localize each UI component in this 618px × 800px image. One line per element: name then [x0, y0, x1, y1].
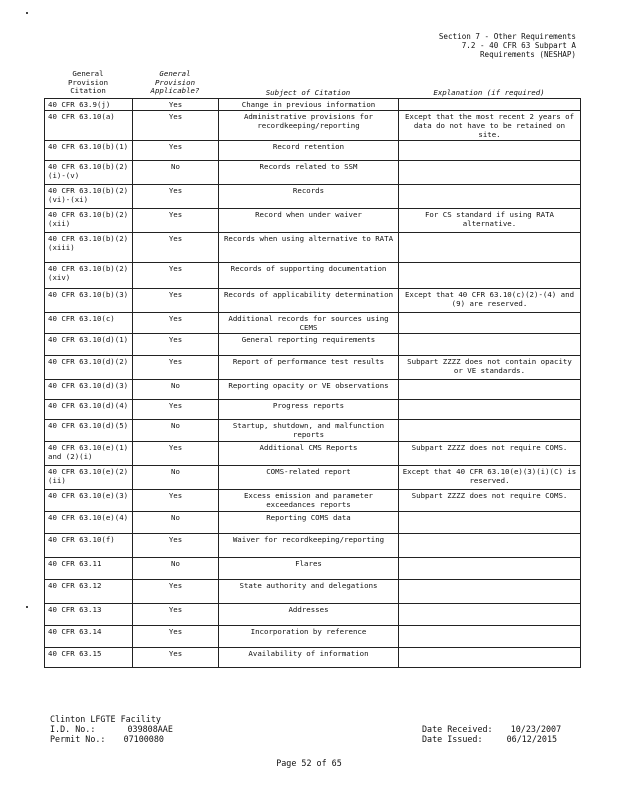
explanation-cell	[399, 185, 581, 209]
table-row	[45, 356, 581, 380]
applicable-cell: No	[133, 380, 219, 400]
citation-cell: 40 CFR 63.10(e)(2)(ii)	[45, 466, 133, 490]
citation-cell: 40 CFR 63.15	[45, 648, 133, 668]
explanation-cell: For CS standard if using RATA alternative.	[399, 209, 581, 233]
scan-mark	[26, 606, 28, 608]
citation-cell: 40 CFR 63.10(e)(3)	[45, 490, 133, 512]
table-row	[45, 466, 581, 490]
explanation-cell	[399, 233, 581, 263]
citation-cell: 40 CFR 63.13	[45, 604, 133, 626]
permit-label: Permit No.:	[50, 734, 106, 744]
citation-cell: 40 CFR 63.10(b)(1)	[45, 141, 133, 161]
subject-cell: Record retention	[219, 141, 399, 161]
explanation-cell	[399, 99, 581, 111]
applicable-cell: Yes	[133, 99, 219, 111]
citation-cell: 40 CFR 63.11	[45, 558, 133, 580]
issued-label: Date Issued:	[422, 734, 483, 744]
table-row	[45, 334, 581, 356]
explanation-cell: Subpart ZZZZ does not require COMS.	[399, 442, 581, 466]
subject-cell: Incorporation by reference	[219, 626, 399, 648]
applicable-cell: No	[133, 466, 219, 490]
requirements-table	[44, 98, 581, 668]
applicable-cell: No	[133, 558, 219, 580]
citation-cell: 40 CFR 63.10(d)(4)	[45, 400, 133, 420]
col-header-subject: Subject of Citation	[265, 88, 351, 97]
applicable-cell: Yes	[133, 111, 219, 141]
header-line-1: Section 7 - Other Requirements	[438, 32, 576, 41]
table-row	[45, 263, 581, 289]
id-label: I.D. No.:	[50, 724, 96, 734]
scan-mark	[26, 12, 28, 14]
page-number: Page 52 of 65	[276, 758, 342, 768]
explanation-cell	[399, 334, 581, 356]
applicable-cell: Yes	[133, 356, 219, 380]
applicable-cell: Yes	[133, 580, 219, 604]
footer-left	[50, 714, 173, 744]
received-label: Date Received:	[422, 724, 493, 734]
subject-cell: Waiver for recordkeeping/reporting	[219, 534, 399, 558]
explanation-cell	[399, 604, 581, 626]
citation-cell: 40 CFR 63.9(j)	[45, 99, 133, 111]
table-row	[45, 648, 581, 668]
citation-cell: 40 CFR 63.10(e)(4)	[45, 512, 133, 534]
citation-cell: 40 CFR 63.10(d)(1)	[45, 334, 133, 356]
citation-cell: 40 CFR 63.10(f)	[45, 534, 133, 558]
explanation-cell	[399, 313, 581, 334]
explanation-cell	[399, 626, 581, 648]
applicable-cell: Yes	[133, 334, 219, 356]
applicable-cell: Yes	[133, 442, 219, 466]
received-value: 10/23/2007	[510, 724, 562, 734]
explanation-cell	[399, 380, 581, 400]
subject-cell: Reporting COMS data	[219, 512, 399, 534]
citation-cell: 40 CFR 63.10(d)(2)	[45, 356, 133, 380]
citation-cell: 40 CFR 63.10(b)(2)(xiv)	[45, 263, 133, 289]
table-row	[45, 534, 581, 558]
table-row	[45, 490, 581, 512]
applicable-cell: No	[133, 161, 219, 185]
table-row	[45, 185, 581, 209]
citation-cell: 40 CFR 63.10(b)(2)(vi)-(xi)	[45, 185, 133, 209]
subject-cell: Records related to SSM	[219, 161, 399, 185]
applicable-cell: Yes	[133, 141, 219, 161]
applicable-cell: Yes	[133, 534, 219, 558]
applicable-cell: No	[133, 420, 219, 442]
subject-cell: State authority and delegations	[219, 580, 399, 604]
subject-cell: Excess emission and parameter exceedances reports	[219, 490, 399, 512]
citation-cell: 40 CFR 63.10(b)(2)(xiii)	[45, 233, 133, 263]
citation-cell: 40 CFR 63.10(b)(2)(i)-(v)	[45, 161, 133, 185]
footer-right	[422, 724, 561, 744]
table-row	[45, 380, 581, 400]
subject-cell: General reporting requirements	[219, 334, 399, 356]
applicable-cell: Yes	[133, 289, 219, 313]
permit-line	[50, 734, 173, 744]
applicable-cell: Yes	[133, 313, 219, 334]
table-row	[45, 604, 581, 626]
applicable-cell: Yes	[133, 626, 219, 648]
subject-cell: Records when using alternative to RATA	[219, 233, 399, 263]
explanation-cell: Except that 40 CFR 63.10(e)(3)(i)(C) is reserved.	[399, 466, 581, 490]
applicable-cell: Yes	[133, 209, 219, 233]
subject-cell: Startup, shutdown, and malfunction reports	[219, 420, 399, 442]
subject-cell: Additional CMS Reports	[219, 442, 399, 466]
explanation-cell: Except that 40 CFR 63.10(c)(2)-(4) and (9) are reserved.	[399, 289, 581, 313]
citation-cell: 40 CFR 63.10(a)	[45, 111, 133, 141]
table-row	[45, 442, 581, 466]
citation-cell: 40 CFR 63.10(e)(1) and (2)(i)	[45, 442, 133, 466]
issued-value: 06/12/2015	[506, 734, 558, 744]
citation-cell: 40 CFR 63.10(b)(3)	[45, 289, 133, 313]
table-row	[45, 626, 581, 648]
explanation-cell	[399, 263, 581, 289]
header-line-2: 7.2 - 40 CFR 63 Subpart A	[461, 41, 576, 50]
subject-cell: Reporting opacity or VE observations	[219, 380, 399, 400]
subject-cell: Records	[219, 185, 399, 209]
explanation-cell	[399, 558, 581, 580]
explanation-cell: Except that the most recent 2 years of data do not have to be retained on site.	[399, 111, 581, 141]
subject-cell: Record when under waiver	[219, 209, 399, 233]
col-header-explanation: Explanation (if required)	[433, 88, 545, 97]
citation-cell: 40 CFR 63.14	[45, 626, 133, 648]
applicable-cell: No	[133, 512, 219, 534]
subject-cell: Report of performance test results	[219, 356, 399, 380]
explanation-cell	[399, 534, 581, 558]
issued-line	[422, 734, 561, 744]
applicable-cell: Yes	[133, 648, 219, 668]
citation-cell: 40 CFR 63.12	[45, 580, 133, 604]
table-row	[45, 289, 581, 313]
explanation-cell	[399, 420, 581, 442]
explanation-cell: Subpart ZZZZ does not contain opacity or VE standards.	[399, 356, 581, 380]
table-row	[45, 512, 581, 534]
explanation-cell	[399, 580, 581, 604]
id-value: 039808AAE	[127, 724, 173, 734]
subject-cell: Change in previous information	[219, 99, 399, 111]
citation-cell: 40 CFR 63.10(c)	[45, 313, 133, 334]
table-row	[45, 400, 581, 420]
facility-name: Clinton LFGTE Facility	[50, 714, 161, 724]
explanation-cell	[399, 161, 581, 185]
table-row	[45, 141, 581, 161]
applicable-cell: Yes	[133, 185, 219, 209]
subject-cell: Records of applicability determination	[219, 289, 399, 313]
table-row	[45, 580, 581, 604]
explanation-cell	[399, 512, 581, 534]
col-header-general: General Provision Citation	[67, 69, 109, 96]
subject-cell: Administrative provisions for recordkeeping/reporting	[219, 111, 399, 141]
citation-cell: 40 CFR 63.10(d)(5)	[45, 420, 133, 442]
header-line-3: Requirements (NESHAP)	[479, 50, 576, 59]
explanation-cell	[399, 141, 581, 161]
received-line	[422, 724, 561, 734]
subject-cell: COMS-related report	[219, 466, 399, 490]
table-row	[45, 161, 581, 185]
table-row	[45, 111, 581, 141]
applicable-cell: Yes	[133, 233, 219, 263]
table-row	[45, 99, 581, 111]
table-row	[45, 420, 581, 442]
table-row	[45, 209, 581, 233]
applicable-cell: Yes	[133, 263, 219, 289]
citation-cell: 40 CFR 63.10(d)(3)	[45, 380, 133, 400]
subject-cell: Records of supporting documentation	[219, 263, 399, 289]
id-line	[50, 724, 173, 734]
subject-cell: Progress reports	[219, 400, 399, 420]
permit-value: 07100080	[123, 734, 164, 744]
subject-cell: Flares	[219, 558, 399, 580]
applicable-cell: Yes	[133, 490, 219, 512]
applicable-cell: Yes	[133, 400, 219, 420]
table-row	[45, 558, 581, 580]
subject-cell: Addresses	[219, 604, 399, 626]
table-row	[45, 233, 581, 263]
table-row	[45, 313, 581, 334]
explanation-cell: Subpart ZZZZ does not require COMS.	[399, 490, 581, 512]
explanation-cell	[399, 400, 581, 420]
col-header-applicable: General Provision Applicable?	[150, 69, 200, 96]
applicable-cell: Yes	[133, 604, 219, 626]
subject-cell: Additional records for sources using CEMS	[219, 313, 399, 334]
subject-cell: Availability of information	[219, 648, 399, 668]
citation-cell: 40 CFR 63.10(b)(2)(xii)	[45, 209, 133, 233]
section-header	[439, 32, 576, 59]
explanation-cell	[399, 648, 581, 668]
